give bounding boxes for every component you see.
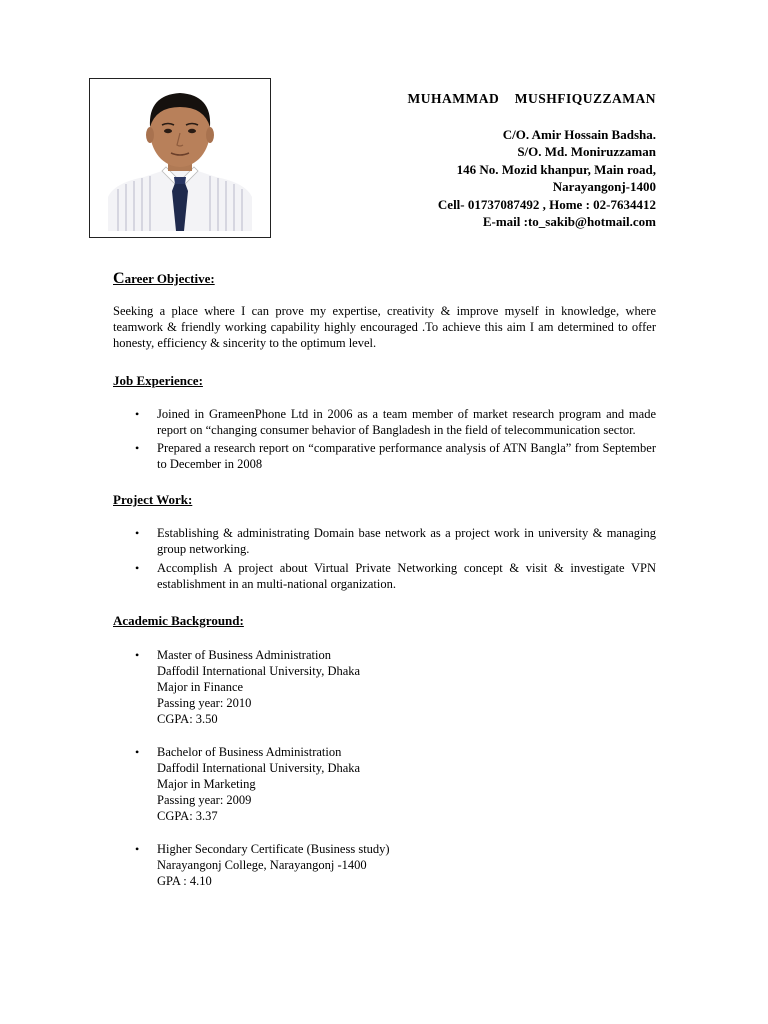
passing-year: Passing year: 2009 <box>157 793 252 807</box>
job-experience-list <box>113 406 656 472</box>
first-name: MUHAMMAD <box>407 91 500 106</box>
grade: CGPA: 3.37 <box>157 809 218 823</box>
phone: Cell- 01737087492 , Home : 02-7634412 <box>437 196 656 212</box>
project-work-section <box>113 492 656 592</box>
project-work-heading: Project Work: <box>113 492 193 507</box>
list-item: • Establishing & administrating Domain base network as a project work in university & managing group networking. <box>135 526 656 556</box>
academic-background-heading: Academic Background: <box>113 613 244 628</box>
institution: Daffodil International University, Dhaka <box>157 761 361 775</box>
major: Major in Finance <box>157 680 244 694</box>
bullet-icon: • <box>135 561 140 575</box>
bullet-icon: • <box>135 648 140 662</box>
address-line2: Narayangonj-1400 <box>552 179 656 194</box>
institution: Narayangonj College, Narayangonj -1400 <box>157 858 367 872</box>
degree: Higher Secondary Certificate (Business study) <box>157 842 390 856</box>
email: E-mail :to_sakib@hotmail.com <box>482 214 656 229</box>
project-work-list <box>113 525 656 592</box>
job-experience-heading: Job Experience: <box>113 373 203 388</box>
bullet-icon: • <box>135 745 140 759</box>
job-experience-section <box>113 373 656 472</box>
profile-photo-frame <box>89 78 271 238</box>
full-name <box>340 90 656 108</box>
list-item: • Joined in GrameenPhone Ltd in 2006 as a team member of market research program and made report on “changing consumer behavior of Bangladesh in the field of telecommunication sector. <box>135 407 656 437</box>
major: Major in Marketing <box>157 777 256 791</box>
list-item <box>113 647 656 727</box>
grade: CGPA: 3.50 <box>157 712 218 726</box>
list-item: • Prepared a research report on “comparative performance analysis of ATN Bangla” from September to December in 2008 <box>135 441 656 471</box>
academic-list <box>113 647 656 889</box>
institution: Daffodil International University, Dhaka <box>157 664 361 678</box>
passing-year: Passing year: 2010 <box>157 696 252 710</box>
career-objective-heading: Career Objective: <box>113 270 215 287</box>
degree: Master of Business Administration <box>157 648 331 662</box>
bullet-icon: • <box>135 842 140 856</box>
list-item <box>113 744 656 824</box>
bullet-icon: • <box>135 441 140 455</box>
list-item <box>113 841 656 889</box>
academic-background-section <box>113 613 656 906</box>
son-of: S/O. Md. Moniruzzaman <box>517 144 656 159</box>
degree: Bachelor of Business Administration <box>157 745 342 759</box>
list-item: • Accomplish A project about Virtual Private Networking concept & visit & investigate VPN establishment in an multi-national organization. <box>135 561 656 591</box>
contact-header <box>340 90 656 231</box>
care-of: C/O. Amir Hossain Badsha. <box>502 126 656 142</box>
profile-photo <box>104 85 256 231</box>
career-objective-section <box>113 270 656 351</box>
bullet-icon: • <box>135 407 140 421</box>
grade: GPA : 4.10 <box>157 874 212 888</box>
bullet-icon: • <box>135 526 140 540</box>
career-objective-text: Seeking a place where I can prove my expertise, creativity & improve myself in knowledge, where teamwork & friendly working capability highly encouraged .To achieve this aim I am determined to offer honesty, efficiency & sincerity to the optimum level. <box>113 304 656 350</box>
last-name: MUSHFIQUZZAMAN <box>514 91 656 106</box>
address-line1: 146 No. Mozid khanpur, Main road, <box>456 161 656 177</box>
